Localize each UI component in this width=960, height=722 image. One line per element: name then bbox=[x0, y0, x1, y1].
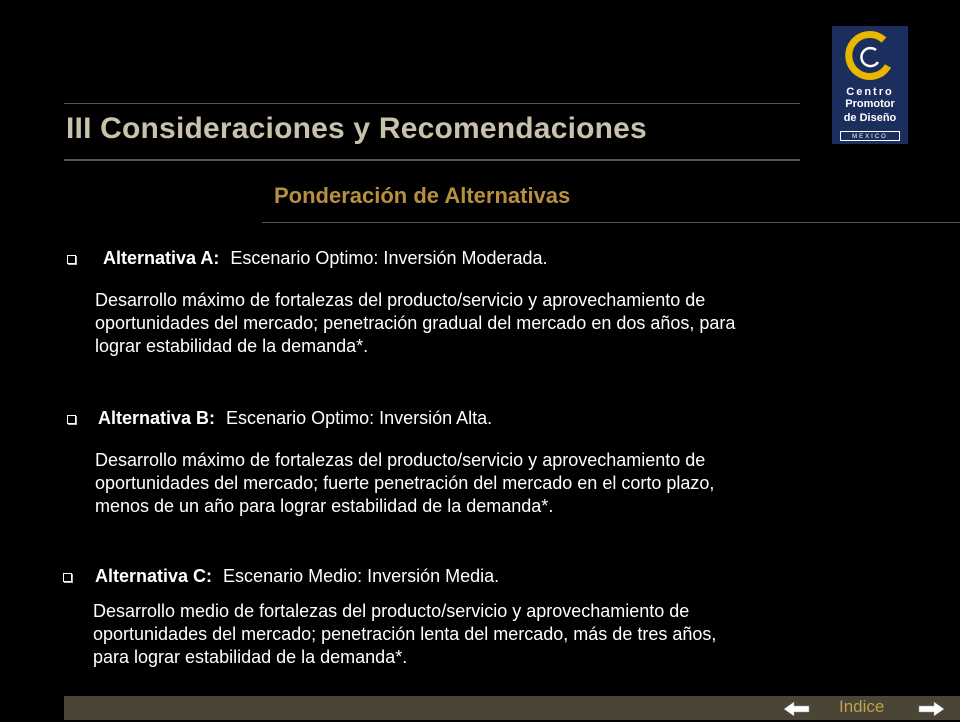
subtitle-underline bbox=[262, 222, 960, 223]
bullet-icon bbox=[67, 255, 76, 264]
alternative-b-title: Escenario Optimo: Inversión Alta. bbox=[226, 408, 493, 428]
logo-country: MEXICO bbox=[840, 131, 900, 141]
header-top-rule bbox=[64, 103, 800, 104]
alternative-c-label: Alternativa C: bbox=[95, 566, 213, 586]
title-underline bbox=[64, 159, 800, 161]
alternative-a-label: Alternativa A: bbox=[103, 248, 220, 268]
alternative-b-description bbox=[95, 449, 714, 518]
description-line: oportunidades del mercado; penetración gradual del mercado en dos años, para bbox=[95, 313, 736, 333]
logo-ring-icon bbox=[840, 30, 900, 86]
alternative-a-description bbox=[95, 289, 735, 358]
description-line: Desarrollo máximo de fortalezas del producto/servicio y aprovechamiento de bbox=[95, 290, 706, 310]
description-line: menos de un año para lograr estabilidad de la demanda*. bbox=[95, 496, 554, 516]
arrow-left-icon[interactable] bbox=[784, 701, 810, 722]
footer-bar bbox=[64, 696, 960, 720]
description-line: para lograr estabilidad de la demanda*. bbox=[93, 647, 408, 667]
section-subtitle: Ponderación de Alternativas bbox=[274, 183, 571, 208]
description-line: oportunidades del mercado; fuerte penetración del mercado en el corto plazo, bbox=[95, 473, 715, 493]
alternative-c-title: Escenario Medio: Inversión Media. bbox=[223, 566, 500, 586]
description-line: oportunidades del mercado; penetración lenta del mercado, más de tres años, bbox=[93, 624, 717, 644]
alternative-c-description bbox=[93, 600, 716, 669]
alternative-b-heading bbox=[98, 408, 492, 429]
alternative-b-label: Alternativa B: bbox=[98, 408, 216, 428]
alternative-c-heading bbox=[95, 566, 499, 587]
logo-line-3: de Diseño bbox=[843, 112, 897, 124]
alternative-a-heading bbox=[103, 248, 548, 269]
cpd-logo bbox=[832, 26, 908, 144]
description-line: Desarrollo máximo de fortalezas del producto/servicio y aprovechamiento de bbox=[95, 450, 706, 470]
index-link[interactable]: Indice bbox=[839, 697, 885, 716]
page-title: III Consideraciones y Recomendaciones bbox=[66, 112, 647, 145]
alternative-a-title: Escenario Optimo: Inversión Moderada. bbox=[230, 248, 548, 268]
description-line: lograr estabilidad de la demanda*. bbox=[95, 336, 369, 356]
bullet-icon bbox=[67, 415, 76, 424]
bullet-icon bbox=[63, 573, 72, 582]
logo-line-1: Centro bbox=[846, 86, 894, 98]
arrow-right-icon[interactable] bbox=[918, 701, 944, 722]
logo-line-2: Promotor bbox=[845, 98, 895, 110]
description-line: Desarrollo medio de fortalezas del producto/servicio y aprovechamiento de bbox=[93, 601, 690, 621]
